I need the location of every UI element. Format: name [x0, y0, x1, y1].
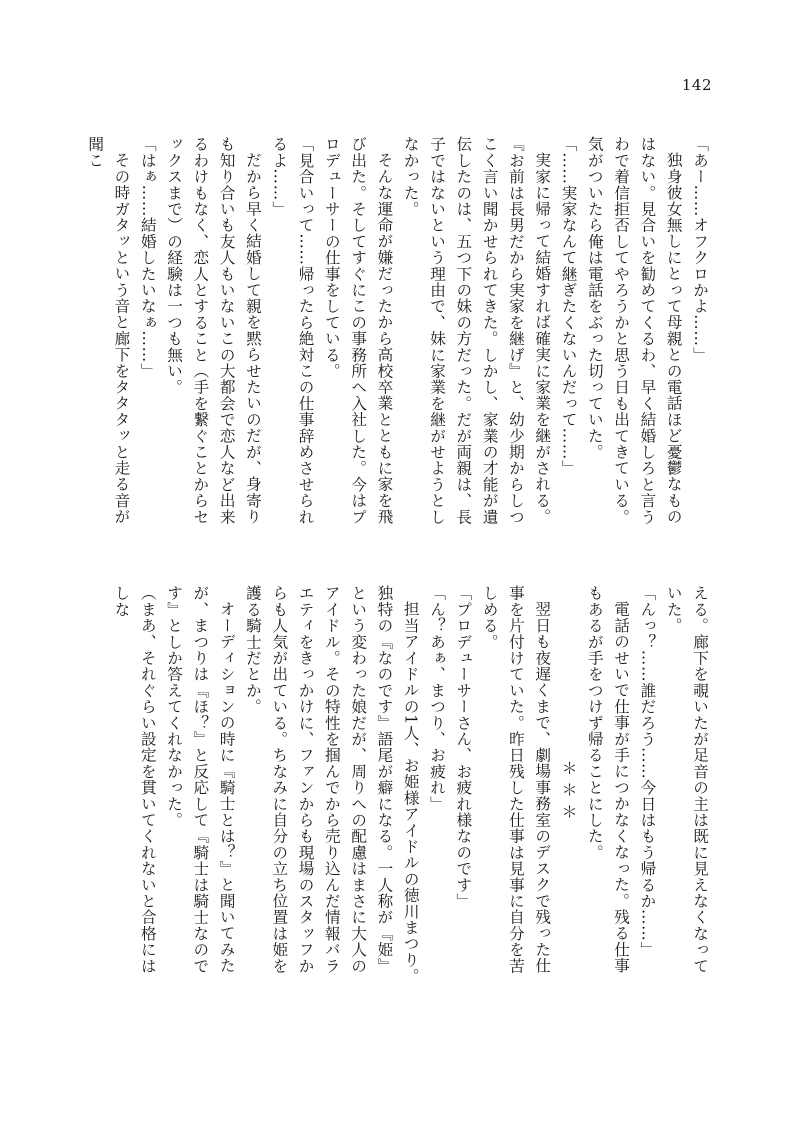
lower-text-column — [83, 585, 713, 985]
paragraph: える。廊下を覗いたが足音の主は既に見えなくなっていた。 — [664, 585, 709, 974]
section-break: ＊＊＊ — [559, 760, 578, 826]
paragraph: 独身彼女無しにとって母親との電話ほど憂鬱なものはない。見合いを勧めてくるわ、早く結婚しろと言うわで着信拒否してやろうかと思う日も出てきている。気がついたら俺は電話をぶった切っていた。 — [585, 136, 683, 525]
paragraph: 電話のせいで仕事が手につかなくなった。残る仕事もあるが手をつけず帰ることにした。 — [585, 585, 631, 974]
paragraph: 「プロデューサーさん、お疲れ様なのです」 — [454, 585, 473, 909]
paragraph: 「……実家なんて継ぎたくないんだって……」 — [559, 136, 578, 477]
paragraph: 「あー……オフクロかよ……」 — [691, 136, 709, 363]
paragraph: 「ん？あぁ、まつり、お疲れ」 — [428, 585, 447, 812]
paragraph: 担当アイドルの1人、お姫様アイドルの徳川まつり。独特の『なのです』語尾が癖になる。一人称が『姫』という変わった娘だが、周りへの配慮はまさに大人のアイドル。その特性を掴んでから売り込んだ情報バラエティをきっかけに、ファンからも現場のスタッフからも人気が出ている。ちなみに自分の立ち位置は姫を護る騎士だとか。 — [243, 585, 420, 984]
page-number: 142 — [681, 76, 712, 94]
upper-text-column — [83, 136, 713, 536]
paragraph: その時ガタッという音と廊下をタタタッと走る音が聞こ — [86, 136, 131, 525]
paragraph: 「はぁ……結婚したいなぁ……」 — [138, 136, 157, 379]
paragraph: オーディションの時に『騎士とは？』と聞いてみたが、まつりは『ほ？』と反応して『騎士は騎士なのです』としか答えてくれなかった。 — [165, 585, 236, 974]
paragraph: 「んっ？……誰だろう……今日はもう帰るか……」 — [638, 585, 657, 958]
paragraph: 実家に帰って結婚すれば確実に家業を継がされる。『お前は長男だから実家を継げ』と、幼少期からしつこく言い聞かせられてきた。しかし、家業の才能が遺伝したのは、五つ下の妹の方だった。だが両親は、長子ではないという理由で、妹に家業を継がせようとしなかった。 — [401, 136, 552, 525]
paragraph: 翌日も夜遅くまで、劇場事務室のデスクで残った仕事を片付けていた。昨日残した仕事は見事に自分を苦しめる。 — [480, 585, 552, 974]
paragraph: （まあ、それぐらい設定を貫いてくれないと合格にはしな — [112, 585, 157, 974]
paragraph: だから早く結婚して親を黙らせたいのだが、身寄りも知り合いも友人もいないこの大都会で恋人など出来るわけもなく、恋人とすること（手を繋ぐことからセックスまで）の経験は一つも無い。 — [165, 136, 262, 525]
paragraph: そんな運命が嫌だったから高校卒業とともに家を飛び出た。そしてすぐにこの事務所へ入社した。今はプロデューサーの仕事をしている。 — [322, 136, 394, 525]
paragraph: 「見合いって……帰ったら絶対この仕事辞めさせられるよ……」 — [270, 136, 315, 525]
